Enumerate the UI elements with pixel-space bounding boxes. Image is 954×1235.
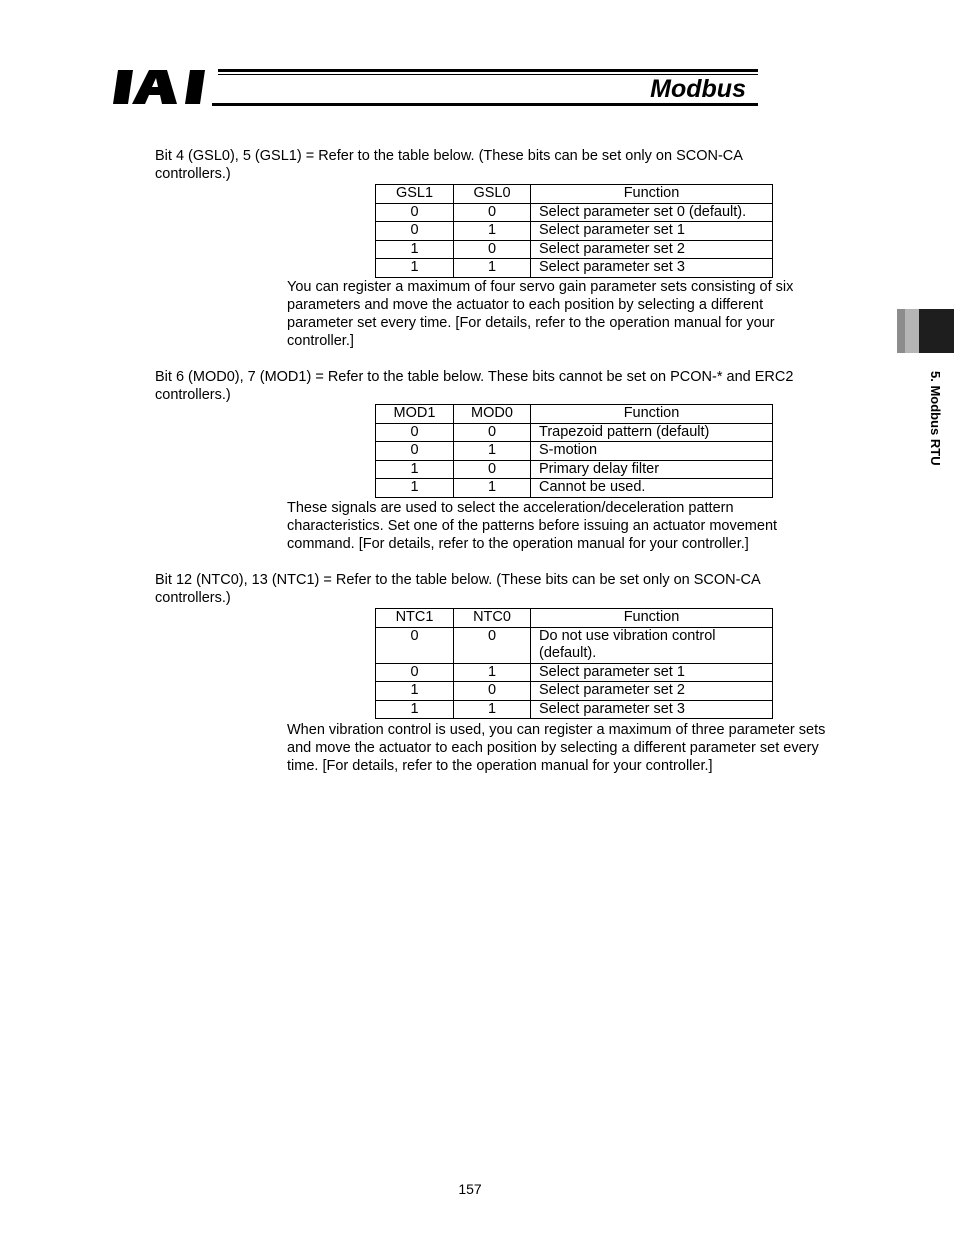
table-cell: 1 — [454, 442, 531, 461]
table-row — [376, 240, 773, 259]
table-row — [376, 682, 773, 701]
side-tab-dark — [919, 309, 954, 353]
table-row — [376, 442, 773, 461]
table-cell: Select parameter set 1 — [531, 663, 773, 682]
table-cell: 0 — [376, 203, 454, 222]
table-header-row — [376, 609, 773, 628]
section-ntc-intro: Bit 12 (NTC0), 13 (NTC1) = Refer to the table below. (These bits can be set only on SCON-CA controllers.) — [155, 572, 760, 606]
table-cell: 0 — [376, 627, 454, 663]
iai-logo — [112, 68, 212, 106]
table-cell: 0 — [454, 240, 531, 259]
table-cell: 0 — [376, 663, 454, 682]
table-header-cell: MOD0 — [454, 405, 531, 424]
table-row — [376, 627, 773, 663]
table-cell: 0 — [454, 423, 531, 442]
table-cell: 1 — [454, 479, 531, 498]
table-row — [376, 479, 773, 498]
table-cell: 0 — [376, 222, 454, 241]
table-cell: 0 — [376, 423, 454, 442]
table-header-cell: NTC1 — [376, 609, 454, 628]
table-cell: Select parameter set 1 — [531, 222, 773, 241]
section-mod-intro: Bit 6 (MOD0), 7 (MOD1) = Refer to the table below. These bits cannot be set on PCON-* and ERC2 controllers.) — [155, 369, 794, 403]
table-cell: Primary delay filter — [531, 460, 773, 479]
table-header-row — [376, 405, 773, 424]
table-header-cell: Function — [531, 609, 773, 628]
table-header-cell: GSL0 — [454, 185, 531, 204]
table-cell: 0 — [454, 627, 531, 663]
table-header-cell: Function — [531, 185, 773, 204]
table-header-cell: NTC0 — [454, 609, 531, 628]
table-row — [376, 203, 773, 222]
ntc-table — [375, 608, 773, 719]
table-cell: Select parameter set 3 — [531, 259, 773, 278]
page-number: 157 — [458, 1181, 482, 1197]
table-cell: 1 — [376, 479, 454, 498]
table-cell: Select parameter set 0 (default). — [531, 203, 773, 222]
table-row — [376, 423, 773, 442]
table-cell: 1 — [376, 240, 454, 259]
side-tab-mid — [905, 309, 919, 353]
header-title: Modbus — [650, 75, 746, 103]
table-cell: 1 — [376, 700, 454, 719]
table-cell: 1 — [376, 259, 454, 278]
table-header-cell: Function — [531, 405, 773, 424]
table-cell: 1 — [454, 700, 531, 719]
table-cell: 0 — [454, 460, 531, 479]
section-gsl-note: You can register a maximum of four servo gain parameter sets consisting of six parameters and move the actuator to each position by selecting a different parameter set every time. [For details, refer to the operation manual for your controller.] — [287, 279, 794, 349]
table-cell: 0 — [376, 442, 454, 461]
table-cell: Select parameter set 2 — [531, 240, 773, 259]
section-mod-note: These signals are used to select the acceleration/deceleration pattern characteristics. Set one of the patterns before issuing an actuator movement command. [For details, refer to the operation manual for your controller.] — [287, 500, 778, 552]
table-header-row — [376, 185, 773, 204]
mod-table — [375, 404, 773, 498]
table-header-cell: MOD1 — [376, 405, 454, 424]
side-tab-label: 5. Modbus RTU — [928, 371, 943, 466]
table-header-cell: GSL1 — [376, 185, 454, 204]
table-cell: 0 — [454, 203, 531, 222]
section-gsl-intro: Bit 4 (GSL0), 5 (GSL1) = Refer to the table below. (These bits can be set only on SCON-CA controllers.) — [155, 148, 743, 182]
table-cell: 1 — [454, 663, 531, 682]
table-row — [376, 663, 773, 682]
table-cell: S-motion — [531, 442, 773, 461]
table-cell: 1 — [454, 222, 531, 241]
table-cell: Select parameter set 3 — [531, 700, 773, 719]
table-cell: 0 — [454, 682, 531, 701]
section-ntc-note: When vibration control is used, you can register a maximum of three parameter sets and move the actuator to each position by selecting a different parameter set every time. [For details, refer to the operation manual for your controller.] — [287, 722, 826, 774]
table-cell: Do not use vibration control (default). — [531, 627, 773, 663]
table-cell: Trapezoid pattern (default) — [531, 423, 773, 442]
table-row — [376, 222, 773, 241]
table-row — [376, 700, 773, 719]
table-row — [376, 460, 773, 479]
table-cell: 1 — [454, 259, 531, 278]
table-cell: 1 — [376, 460, 454, 479]
gsl-table — [375, 184, 773, 278]
table-cell: 1 — [376, 682, 454, 701]
table-cell: Cannot be used. — [531, 479, 773, 498]
table-row — [376, 259, 773, 278]
table-cell: Select parameter set 2 — [531, 682, 773, 701]
